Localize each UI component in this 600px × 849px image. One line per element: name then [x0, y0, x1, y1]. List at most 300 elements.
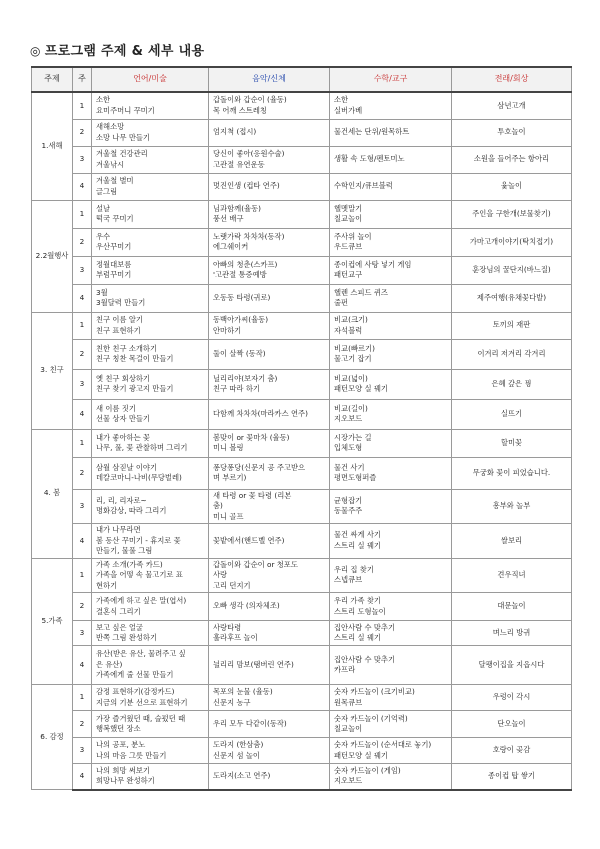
table-row: [32, 738, 572, 764]
cell-line: 우렁이 각시: [492, 692, 531, 702]
cell-tradition-recall: [452, 312, 572, 339]
theme-cell: 6. 감정: [32, 685, 73, 790]
cell-line: 봄맞이 or 꽃마차 (율동): [213, 432, 290, 442]
cell-line: 오동동 타령(귀로): [213, 292, 271, 302]
cell-line: 새 이름 짓기: [96, 403, 136, 413]
cell-line: 카프라: [334, 665, 356, 674]
cell-line: 도라지 (한삼춤): [213, 740, 264, 749]
table-row: [32, 711, 572, 738]
week-cell: 3: [73, 256, 92, 284]
cell-math-tools: [330, 312, 452, 339]
cell-line: 은혜 갚은 꿩: [491, 378, 532, 388]
week-cell: 1: [73, 429, 92, 457]
cell-line: 평면도형퍼즐: [334, 473, 377, 482]
cell-math-tools: [330, 646, 452, 685]
cell-language-art: [92, 284, 209, 312]
table-row: [32, 284, 572, 312]
cell-math-tools: [330, 92, 452, 119]
cell-line: 우드큐브: [334, 242, 363, 251]
cell-line: 숫자 카드놀이 (크기비교): [334, 687, 415, 696]
cell-line: 실뜨기: [500, 408, 523, 418]
cell-line: 우수: [96, 231, 111, 241]
cell-language-art: [92, 92, 209, 119]
theme-cell: 3. 친구: [32, 312, 73, 429]
cell-line: 엄지척 (접시): [213, 127, 257, 137]
cell-line: 겨울철 별미: [96, 176, 134, 185]
table-row: [32, 489, 572, 524]
cell-line: '고관절 통증예방: [213, 270, 267, 279]
cell-line: 부럼꾸미기: [96, 270, 132, 279]
cell-line: 가마고개이야기(탁치접기): [469, 236, 554, 246]
cell-language-art: [92, 646, 209, 685]
cell-line: 사랑타령: [213, 622, 242, 632]
theme-cell: 2.2월행사: [32, 200, 73, 312]
week-cell: 2: [73, 593, 92, 621]
cell-music-body: [209, 429, 330, 457]
cell-music-body: [209, 119, 330, 146]
cell-line: 풍선 배구: [213, 214, 244, 223]
cell-line: 봄 동산 꾸미기 - 휴지로 꽃: [96, 535, 181, 545]
cell-line: 은 유산): [96, 659, 123, 669]
cell-math-tools: [330, 173, 452, 200]
header-math-tools: 수학/교구: [330, 67, 452, 92]
cell-line: 정월대보름: [96, 259, 132, 269]
cell-music-body: [209, 312, 330, 339]
cell-language-art: [92, 489, 209, 524]
cell-line: 집안사람 수 맞추기: [334, 654, 396, 664]
cell-line: 줄펀: [334, 298, 349, 307]
table-row: [32, 646, 572, 685]
table-row: [32, 593, 572, 621]
cell-line: 스트리 실 꿰기: [334, 540, 381, 550]
cell-line: 제주여행(유채꽃다발): [476, 292, 547, 302]
cell-line: 패턴모양 실 꿰기: [334, 750, 388, 760]
cell-math-tools: [330, 489, 452, 524]
cell-line: 동물주주: [334, 506, 363, 516]
header-theme: 주제: [32, 67, 73, 92]
table-row: [32, 119, 572, 146]
cell-tradition-recall: [452, 228, 572, 256]
cell-math-tools: [330, 146, 452, 173]
cell-line: 소한: [334, 95, 349, 105]
cell-line: 종이컵에 사탕 넣기 게임: [334, 259, 412, 269]
table-row: [32, 621, 572, 646]
cell-line: 헬렌 스피드 퀴즈: [334, 287, 388, 297]
cell-language-art: [92, 399, 209, 429]
cell-math-tools: [330, 339, 452, 369]
cell-line: 패턴교구: [334, 270, 363, 279]
cell-line: 가장 즐거웠던 때, 슬펐던 때: [96, 713, 186, 723]
table-row: [32, 312, 572, 339]
cell-line: 둘이 살짝 (동작): [213, 348, 266, 358]
cell-language-art: [92, 256, 209, 284]
cell-language-art: [92, 228, 209, 256]
cell-tradition-recall: [452, 256, 572, 284]
cell-line: 우리 집 찾기: [334, 564, 374, 574]
cell-line: 지금의 기분 선으로 표현하기: [96, 697, 188, 707]
cell-line: 춤): [213, 501, 223, 510]
table-row: [32, 429, 572, 457]
week-cell: 3: [73, 738, 92, 764]
cell-line: 노랫가락 차차차(동작): [213, 231, 285, 241]
cell-line: 가족에게 줄 선물 만들기: [96, 670, 174, 680]
cell-math-tools: [330, 256, 452, 284]
cell-language-art: [92, 711, 209, 738]
cell-line: 도라지(소고 연주): [213, 771, 271, 780]
cell-line: 오빠 생각 (의자체조): [213, 601, 280, 611]
cell-math-tools: [330, 119, 452, 146]
table-row: [32, 228, 572, 256]
cell-line: 에그쉐이커: [213, 242, 249, 251]
cell-line: 결혼식 그리기: [96, 606, 141, 616]
cell-tradition-recall: [452, 489, 572, 524]
cell-line: 비교(길이): [334, 403, 368, 413]
cell-tradition-recall: [452, 711, 572, 738]
week-cell: 3: [73, 369, 92, 399]
cell-line: 미니 골프: [213, 511, 244, 521]
cell-music-body: [209, 339, 330, 369]
cell-music-body: [209, 200, 330, 228]
cell-music-body: [209, 524, 330, 559]
cell-language-art: [92, 146, 209, 173]
cell-line: 친구 따라 하기: [213, 384, 260, 393]
cell-line: 3월: [96, 287, 108, 297]
cell-math-tools: [330, 738, 452, 764]
cell-line: 가족에게 하고 싶은 말(엽서): [96, 596, 187, 605]
cell-language-art: [92, 312, 209, 339]
cell-line: 보고 싶은 얼굴: [96, 622, 143, 632]
cell-line: 현하기: [96, 580, 118, 590]
cell-language-art: [92, 429, 209, 457]
week-cell: 3: [73, 621, 92, 646]
cell-music-body: [209, 256, 330, 284]
week-cell: 3: [73, 146, 92, 173]
cell-tradition-recall: [452, 284, 572, 312]
cell-line: 주사위 놀이: [334, 231, 372, 241]
theme-cell: 4. 봄: [32, 429, 73, 558]
cell-language-art: [92, 173, 209, 200]
cell-tradition-recall: [452, 524, 572, 559]
cell-music-body: [209, 685, 330, 711]
header-music-body: 음악/신체: [209, 67, 330, 92]
cell-language-art: [92, 524, 209, 559]
cell-line: 지오보드: [334, 414, 363, 423]
cell-line: 나의 마음 그릇 만들기: [96, 750, 167, 760]
cell-line: 아빠의 청춘(스카프): [213, 259, 278, 269]
cell-math-tools: [330, 764, 452, 790]
cell-line: 주인을 구한개(보물찾기): [472, 208, 551, 218]
cell-line: 헬멧말기: [334, 203, 363, 213]
cell-line: 겨울철 건강관리: [96, 149, 148, 158]
cell-line: 나의 희망 써보기: [96, 765, 150, 775]
cell-math-tools: [330, 284, 452, 312]
cell-music-body: [209, 92, 330, 119]
cell-line: 실버가베: [334, 105, 363, 115]
cell-music-body: [209, 399, 330, 429]
cell-tradition-recall: [452, 429, 572, 457]
header-tradition-recall: 전래/회상: [452, 67, 572, 92]
table-row: [32, 200, 572, 228]
cell-line: 소한: [96, 95, 111, 105]
cell-line: 데칼코마니-나비(무당벌레): [96, 473, 182, 482]
cell-line: 가족 소개(가족 카드): [96, 559, 163, 569]
cell-music-body: [209, 711, 330, 738]
cell-line: 수학인지/큐브블럭: [334, 181, 393, 191]
cell-line: 목 어깨 스트레칭: [213, 105, 267, 115]
cell-line: 우리 모두 다같이(동작): [213, 718, 287, 728]
week-cell: 3: [73, 489, 92, 524]
table-row: [32, 146, 572, 173]
cell-line: 당신이 좋아(응원수술): [213, 149, 285, 158]
cell-line: 요미주머니 꾸미기: [96, 105, 155, 115]
cell-line: 며느리 방귀: [492, 627, 531, 637]
cell-math-tools: [330, 457, 452, 489]
cell-line: 선물 상자 만들기: [96, 414, 150, 423]
cell-line: 내가 나무라면: [96, 525, 141, 534]
cell-line: 자석블럭: [334, 325, 363, 335]
table-row: [32, 524, 572, 559]
cell-line: 우리 가족 찾기: [334, 596, 381, 605]
cell-tradition-recall: [452, 738, 572, 764]
week-cell: 2: [73, 339, 92, 369]
cell-line: 설날: [96, 203, 111, 213]
cell-line: 종이컵 탑 쌓기: [488, 771, 535, 780]
table-row: [32, 399, 572, 429]
cell-line: 멋진인생 (컵타 연주): [213, 181, 280, 191]
cell-line: 만들기, 물풀 그림: [96, 546, 153, 555]
week-cell: 1: [73, 312, 92, 339]
cell-line: 비교(크기): [334, 315, 368, 324]
cell-line: 견우직녀: [497, 570, 526, 579]
cell-tradition-recall: [452, 685, 572, 711]
cell-language-art: [92, 339, 209, 369]
page-title-text: 프로그램 주제 & 세부 내용: [44, 44, 205, 59]
table-header-row: [32, 67, 572, 92]
cell-line: 목포의 눈물 (율동): [213, 687, 273, 696]
cell-tradition-recall: [452, 339, 572, 369]
week-cell: 1: [73, 92, 92, 119]
cell-tradition-recall: [452, 200, 572, 228]
cell-line: 스넵큐브: [334, 575, 363, 585]
cell-line: 물건 싸게 사기: [334, 530, 381, 540]
cell-line: 물고기 잡기: [334, 354, 372, 363]
week-cell: 1: [73, 200, 92, 228]
cell-line: 떡국 꾸미기: [96, 214, 134, 223]
cell-math-tools: [330, 429, 452, 457]
cell-line: 집안사람 수 맞추기: [334, 622, 396, 632]
cell-line: 글그림: [96, 186, 118, 196]
cell-language-art: [92, 200, 209, 228]
cell-line: 삼년고개: [497, 100, 526, 110]
cell-line: 겨울낚시: [96, 159, 125, 169]
table-row: [32, 558, 572, 593]
cell-music-body: [209, 764, 330, 790]
cell-music-body: [209, 558, 330, 593]
table-row: [32, 256, 572, 284]
week-cell: 4: [73, 173, 92, 200]
cell-language-art: [92, 119, 209, 146]
bullet-circle-icon: ◎: [30, 44, 41, 58]
cell-line: 스트리 실 꿰기: [334, 633, 381, 642]
cell-line: 나무, 풀, 꽃 관찰하며 그리기: [96, 443, 188, 452]
cell-math-tools: [330, 399, 452, 429]
cell-tradition-recall: [452, 369, 572, 399]
cell-tradition-recall: [452, 593, 572, 621]
cell-line: 단오놀이: [497, 718, 526, 728]
cell-math-tools: [330, 200, 452, 228]
cell-tradition-recall: [452, 173, 572, 200]
table-row: [32, 369, 572, 399]
cell-line: 안마하기: [213, 325, 242, 335]
theme-cell: 5.가족: [32, 558, 73, 685]
table-row: [32, 92, 572, 119]
cell-music-body: [209, 646, 330, 685]
cell-line: 다함께 차차차(마라카스 연주): [213, 408, 308, 418]
cell-line: 할미꽃: [500, 437, 523, 447]
week-cell: 2: [73, 457, 92, 489]
cell-line: 토끼의 재판: [492, 320, 531, 330]
cell-line: 사랑: [213, 570, 228, 579]
cell-line: 새 타령 or 꽃 타령 (리본: [213, 490, 292, 500]
cell-line: 윷놀이: [500, 181, 523, 191]
cell-line: 달팽이집을 지읍시다: [478, 659, 545, 669]
table-row: [32, 685, 572, 711]
cell-tradition-recall: [452, 764, 572, 790]
cell-line: 물건세는 단위/원목하트: [334, 127, 410, 137]
cell-math-tools: [330, 593, 452, 621]
cell-math-tools: [330, 558, 452, 593]
cell-language-art: [92, 369, 209, 399]
cell-music-body: [209, 146, 330, 173]
cell-music-body: [209, 621, 330, 646]
cell-language-art: [92, 558, 209, 593]
cell-music-body: [209, 369, 330, 399]
cell-music-body: [209, 173, 330, 200]
theme-cell: 1.새해: [32, 92, 73, 200]
cell-line: 호랑이 곶감: [492, 745, 531, 755]
cell-line: 친구 표현하기: [96, 325, 141, 335]
cell-line: 신문지 섬 놀이: [213, 750, 260, 760]
cell-line: 새해소망: [96, 122, 125, 131]
cell-line: 리, 리, 리자로~: [96, 495, 147, 505]
cell-tradition-recall: [452, 92, 572, 119]
week-cell: 1: [73, 685, 92, 711]
cell-language-art: [92, 457, 209, 489]
cell-line: 감정 표현하기(감정카드): [96, 687, 175, 696]
cell-tradition-recall: [452, 457, 572, 489]
cell-line: 나의 공포, 분노: [96, 740, 146, 749]
cell-line: 훈장님의 꿀단지(바느질): [472, 264, 551, 274]
cell-tradition-recall: [452, 399, 572, 429]
cell-line: 숫자 카드놀이 (게임): [334, 765, 401, 775]
header-language-art: 언어/미술: [92, 67, 209, 92]
cell-line: 우산꾸미기: [96, 242, 132, 251]
table-row: [32, 339, 572, 369]
cell-line: 고관절 유연운동: [213, 159, 265, 169]
week-cell: 4: [73, 399, 92, 429]
week-cell: 4: [73, 284, 92, 312]
table-body: [32, 92, 572, 790]
cell-math-tools: [330, 621, 452, 646]
cell-tradition-recall: [452, 621, 572, 646]
cell-music-body: [209, 489, 330, 524]
cell-line: 균형잡기: [334, 495, 363, 505]
cell-music-body: [209, 738, 330, 764]
cell-language-art: [92, 738, 209, 764]
cell-line: 칠교놀이: [334, 724, 363, 733]
header-week: 주: [73, 67, 92, 92]
cell-line: 늴리리 맘보(탬버린 연주): [213, 659, 294, 669]
cell-language-art: [92, 593, 209, 621]
cell-line: 닐리리야(보자기 춤): [213, 373, 278, 383]
cell-line: 신문지 농구: [213, 697, 251, 707]
cell-line: 패턴모양 실 꿰기: [334, 384, 388, 393]
cell-line: 원목큐브: [334, 697, 363, 707]
cell-math-tools: [330, 524, 452, 559]
cell-line: 시장가는 길: [334, 432, 372, 442]
cell-line: 소망 나무 만들기: [96, 132, 150, 142]
cell-tradition-recall: [452, 558, 572, 593]
cell-math-tools: [330, 685, 452, 711]
cell-language-art: [92, 764, 209, 790]
table-row: [32, 457, 572, 489]
cell-line: 비교(빠르기): [334, 343, 375, 353]
cell-line: 희망나무 완성하기: [96, 776, 155, 786]
week-cell: 4: [73, 764, 92, 790]
cell-line: 칠교놀이: [334, 214, 363, 223]
cell-line: 친구 찾기 광고지 만들기: [96, 384, 174, 393]
cell-line: 숫자 카드놀이 (기억력): [334, 713, 408, 723]
week-cell: 4: [73, 524, 92, 559]
cell-line: 생활 속 도형/펜토미노: [334, 154, 405, 164]
week-cell: 2: [73, 228, 92, 256]
cell-line: 갑돌이와 갑순이 (율동): [213, 95, 287, 105]
week-cell: 2: [73, 119, 92, 146]
cell-line: 며 부르기): [213, 473, 247, 482]
cell-line: 소원을 들어주는 항아리: [473, 154, 550, 164]
cell-line: 투호놀이: [497, 127, 526, 137]
table-row: [32, 764, 572, 790]
cell-math-tools: [330, 711, 452, 738]
cell-language-art: [92, 685, 209, 711]
program-table: [31, 66, 572, 791]
cell-music-body: [209, 284, 330, 312]
cell-line: 숫자 카드놀이 (순서대로 놓기): [334, 740, 432, 749]
table-row: [32, 173, 572, 200]
cell-line: 친구 이름 알기: [96, 315, 143, 324]
cell-line: 비교(넓이): [334, 373, 368, 383]
week-cell: 2: [73, 711, 92, 738]
cell-line: 내가 좋아하는 꽃: [96, 432, 150, 442]
cell-line: 물건 사기: [334, 462, 365, 472]
cell-line: 이겨리 저겨리 각겨리: [477, 348, 546, 358]
cell-line: 고리 던지기: [213, 580, 251, 590]
week-cell: 4: [73, 646, 92, 685]
cell-line: 쌀보리: [500, 535, 523, 545]
cell-line: 훌라후프 놀이: [213, 633, 258, 642]
cell-line: 님과함께(율동): [213, 203, 261, 213]
page-title: [30, 40, 204, 59]
cell-line: 무궁화 꽃이 피었습니다.: [472, 467, 551, 477]
cell-line: 삼월 삼짇날 이야기: [96, 462, 158, 472]
cell-line: 행복했던 장소: [96, 724, 141, 733]
cell-line: 퐁당퐁당(신문지 공 주고받으: [213, 462, 306, 472]
cell-line: 친한 친구 소개하기: [96, 343, 158, 353]
cell-line: 스트리 도형놀이: [334, 606, 386, 616]
cell-line: 갑돌이와 갑순이 or 청포도: [213, 559, 298, 569]
cell-line: 유산(받은 유산, 물려주고 싶: [96, 649, 186, 659]
cell-line: 3월달력 만들기: [96, 298, 146, 307]
